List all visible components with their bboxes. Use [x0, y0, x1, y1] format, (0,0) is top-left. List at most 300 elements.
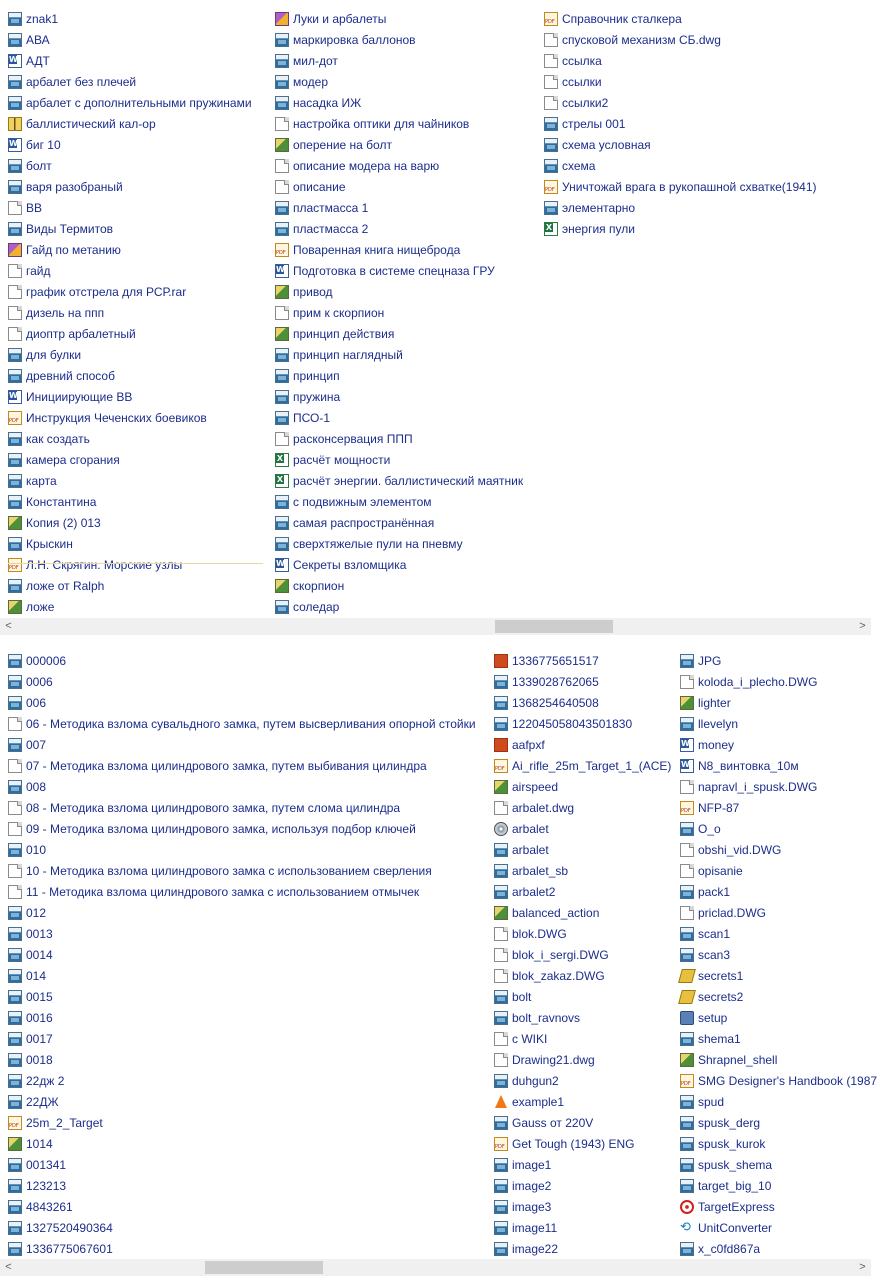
file-name: привод [293, 285, 333, 299]
rar-archive-icon [275, 12, 289, 26]
file-name: принцип [293, 369, 340, 383]
file-item[interactable] [8, 1239, 476, 1260]
file-item[interactable] [8, 513, 252, 534]
file-name: 0006 [26, 675, 53, 689]
file-item[interactable] [8, 366, 252, 387]
file-name: arbalet [512, 822, 549, 836]
file-item[interactable] [275, 135, 523, 156]
file-item[interactable] [680, 882, 877, 903]
file-item[interactable] [8, 1155, 476, 1176]
file-name: 11 - Методика взлома цилиндрового замка с использованием отмычек [26, 885, 420, 899]
file-item[interactable] [544, 51, 816, 72]
file-item[interactable] [8, 693, 476, 714]
file-item[interactable] [8, 819, 476, 840]
scrollbar-thumb[interactable] [205, 1261, 323, 1274]
file-item[interactable] [8, 51, 252, 72]
file-item[interactable] [8, 903, 476, 924]
file-item[interactable] [8, 408, 252, 429]
file-item[interactable] [494, 1197, 671, 1218]
file-name: карта [26, 474, 57, 488]
file-item[interactable] [544, 135, 816, 156]
blank-file-icon [544, 75, 558, 89]
image-icon [8, 180, 22, 194]
image-icon [680, 1179, 694, 1193]
picture-icon [275, 327, 289, 341]
horizontal-scrollbar-top[interactable] [0, 618, 871, 635]
file-item[interactable] [8, 1071, 476, 1092]
file-item[interactable] [8, 840, 476, 861]
file-item[interactable] [275, 597, 523, 618]
scroll-right-arrow[interactable]: > [859, 620, 866, 632]
file-item[interactable] [275, 72, 523, 93]
blank-file-icon [8, 885, 22, 899]
file-item[interactable] [8, 735, 476, 756]
image-icon [8, 12, 22, 26]
file-item[interactable] [8, 924, 476, 945]
file-item[interactable] [8, 261, 252, 282]
file-item[interactable] [494, 966, 671, 987]
file-item[interactable] [680, 945, 877, 966]
file-item[interactable] [8, 198, 252, 219]
file-name: график отстрела для РСР.rar [26, 285, 187, 299]
file-item[interactable] [544, 114, 816, 135]
file-item[interactable] [680, 777, 877, 798]
file-item[interactable] [494, 672, 671, 693]
file-item[interactable] [680, 924, 877, 945]
picture-icon [275, 579, 289, 593]
file-item[interactable] [494, 777, 671, 798]
image-icon [680, 1242, 694, 1256]
file-name: сверхтяжелые пули на пневму [293, 537, 463, 551]
blank-file-icon [8, 306, 22, 320]
image-icon [680, 948, 694, 962]
image-icon [494, 696, 508, 710]
file-name: 006 [26, 696, 47, 710]
file-name: схема условная [562, 138, 651, 152]
file-item[interactable] [8, 987, 476, 1008]
file-name: 1368254640508 [512, 696, 599, 710]
file-item[interactable] [8, 861, 476, 882]
file-item[interactable] [680, 1197, 877, 1218]
file-name: 008 [26, 780, 47, 794]
image-icon [8, 1095, 22, 1109]
file-item[interactable] [8, 324, 252, 345]
file-name: 25m_2_Target [26, 1116, 103, 1130]
file-item[interactable] [8, 1113, 476, 1134]
file-item[interactable] [8, 492, 252, 513]
image-icon [680, 654, 694, 668]
file-name: blok.DWG [512, 927, 567, 941]
word-doc-icon [680, 759, 694, 773]
file-item[interactable] [275, 429, 523, 450]
image-icon [494, 1074, 508, 1088]
file-item[interactable] [494, 861, 671, 882]
file-item[interactable] [494, 714, 671, 735]
file-item[interactable] [494, 903, 671, 924]
file-item[interactable] [275, 114, 523, 135]
image-icon [275, 201, 289, 215]
scroll-left-arrow[interactable]: < [5, 620, 12, 632]
file-item[interactable] [8, 882, 476, 903]
file-item[interactable] [494, 1050, 671, 1071]
file-item[interactable] [8, 966, 476, 987]
file-name: balanced_action [512, 906, 600, 920]
blank-file-icon [275, 159, 289, 173]
scroll-left-arrow[interactable]: < [5, 1261, 12, 1273]
file-name: соледар [293, 600, 340, 614]
file-item[interactable] [680, 1113, 877, 1134]
file-item[interactable] [8, 714, 476, 735]
image-icon [8, 222, 22, 236]
file-item[interactable] [494, 735, 671, 756]
file-name: money [698, 738, 735, 752]
file-item[interactable] [494, 1071, 671, 1092]
file-item[interactable] [8, 177, 252, 198]
file-item[interactable] [275, 303, 523, 324]
file-name: bolt_ravnovs [512, 1011, 581, 1025]
file-item[interactable] [544, 219, 816, 240]
file-item[interactable] [494, 819, 671, 840]
file-name: image1 [512, 1158, 552, 1172]
file-name: 0017 [26, 1032, 53, 1046]
file-item[interactable] [494, 1008, 671, 1029]
file-name: 07 - Методика взлома цилиндрового замка, путем выбивания цилиндра [26, 759, 427, 773]
file-item[interactable] [8, 1134, 476, 1155]
file-name: Drawing21.dwg [512, 1053, 595, 1067]
file-item[interactable] [275, 240, 523, 261]
blank-file-icon [275, 180, 289, 194]
file-item[interactable] [494, 651, 671, 672]
file-name: spusk_shema [698, 1158, 773, 1172]
blank-file-icon [275, 117, 289, 131]
file-item[interactable] [8, 672, 476, 693]
file-column-2 [275, 9, 523, 618]
file-item[interactable] [494, 1155, 671, 1176]
image-icon [494, 1200, 508, 1214]
file-item[interactable] [680, 1008, 877, 1029]
file-item[interactable] [680, 1155, 877, 1176]
file-name: 09 - Методика взлома цилиндрового замка, используя подбор ключей [26, 822, 416, 836]
blank-file-icon [680, 675, 694, 689]
image-icon [680, 927, 694, 941]
file-name: стрелы 001 [562, 117, 626, 131]
file-item[interactable] [8, 1092, 476, 1113]
file-item[interactable] [275, 450, 523, 471]
file-list-pane-bottom [0, 645, 891, 1282]
file-item[interactable] [275, 324, 523, 345]
file-item[interactable] [544, 9, 816, 30]
file-item[interactable] [8, 1176, 476, 1197]
setup-icon [680, 1011, 694, 1025]
file-item[interactable] [8, 945, 476, 966]
file-item[interactable] [680, 840, 877, 861]
file-name: самая распространённая [293, 516, 435, 530]
file-item[interactable] [544, 72, 816, 93]
file-item[interactable] [275, 156, 523, 177]
image-icon [8, 33, 22, 47]
file-item[interactable] [8, 156, 252, 177]
file-item[interactable] [275, 366, 523, 387]
file-item[interactable] [8, 534, 252, 555]
file-item[interactable] [8, 429, 252, 450]
file-item[interactable] [8, 1218, 476, 1239]
file-name: napravl_i_spusk.DWG [698, 780, 818, 794]
file-name: secrets1 [698, 969, 744, 983]
file-item[interactable] [680, 966, 877, 987]
picture-icon [8, 600, 22, 614]
excel-icon [275, 453, 289, 467]
file-item[interactable] [275, 282, 523, 303]
file-item[interactable] [494, 945, 671, 966]
file-item[interactable] [8, 555, 252, 576]
image-icon [8, 495, 22, 509]
file-name: koloda_i_plecho.DWG [698, 675, 818, 689]
file-name: arbalet2 [512, 885, 556, 899]
file-item[interactable] [494, 1239, 671, 1260]
file-name: 1336775651517 [512, 654, 599, 668]
blank-file-icon [680, 906, 694, 920]
file-item[interactable] [275, 93, 523, 114]
image-icon [544, 138, 558, 152]
file-item[interactable] [275, 51, 523, 72]
file-item[interactable] [8, 9, 252, 30]
file-item[interactable] [8, 135, 252, 156]
file-name: спусковой механизм СБ.dwg [562, 33, 721, 47]
file-item[interactable] [680, 714, 877, 735]
file-item[interactable] [680, 798, 877, 819]
file-item[interactable] [8, 756, 476, 777]
file-name: скорпион [293, 579, 345, 593]
image-icon [494, 885, 508, 899]
file-name: расчёт энергии. баллистический маятник [293, 474, 524, 488]
file-item[interactable] [8, 240, 252, 261]
file-item[interactable] [494, 882, 671, 903]
scrollbar-thumb[interactable] [495, 620, 613, 633]
file-item[interactable] [680, 1176, 877, 1197]
file-name: Гайд по метанию [26, 243, 121, 257]
file-item[interactable] [8, 597, 252, 618]
file-item[interactable] [680, 1071, 877, 1092]
file-item[interactable] [680, 735, 877, 756]
blank-file-icon [680, 780, 694, 794]
pdf-icon [544, 180, 558, 194]
file-name: модер [293, 75, 329, 89]
blank-file-icon [494, 948, 508, 962]
file-item[interactable] [275, 9, 523, 30]
file-item[interactable] [680, 1092, 877, 1113]
file-item[interactable] [680, 1050, 877, 1071]
file-item[interactable] [8, 387, 252, 408]
image-icon [680, 1032, 694, 1046]
file-item[interactable] [544, 156, 816, 177]
file-item[interactable] [275, 198, 523, 219]
file-name: target_big_10 [698, 1179, 772, 1193]
file-item[interactable] [680, 1239, 877, 1260]
file-item[interactable] [494, 798, 671, 819]
file-item[interactable] [494, 693, 671, 714]
file-name: Луки и арбалеты [293, 12, 387, 26]
file-name: 122045058043501830 [512, 717, 633, 731]
file-item[interactable] [8, 576, 252, 597]
file-item[interactable] [8, 798, 476, 819]
file-item[interactable] [494, 1134, 671, 1155]
file-item[interactable] [275, 576, 523, 597]
image-icon [8, 969, 22, 983]
file-item[interactable] [275, 408, 523, 429]
file-name: spusk_kurok [698, 1137, 766, 1151]
file-item[interactable] [680, 672, 877, 693]
file-item[interactable] [275, 387, 523, 408]
file-item[interactable] [8, 1029, 476, 1050]
file-item[interactable] [8, 651, 476, 672]
blank-file-icon [494, 969, 508, 983]
file-item[interactable] [275, 513, 523, 534]
file-item[interactable] [494, 1113, 671, 1134]
image-icon [8, 696, 22, 710]
file-item[interactable] [8, 345, 252, 366]
file-name: bolt [512, 990, 532, 1004]
file-item[interactable] [8, 1050, 476, 1071]
file-name: прим к скорпион [293, 306, 385, 320]
file-item[interactable] [8, 450, 252, 471]
file-item[interactable] [680, 861, 877, 882]
image-icon [680, 717, 694, 731]
file-item[interactable] [275, 492, 523, 513]
file-item[interactable] [8, 1197, 476, 1218]
image-icon [8, 780, 22, 794]
file-name: энергия пули [562, 222, 635, 236]
file-name: Get Tough (1943) ENG [512, 1137, 635, 1151]
file-item[interactable] [494, 756, 671, 777]
file-item[interactable] [8, 1008, 476, 1029]
file-name: blok_zakaz.DWG [512, 969, 605, 983]
image-icon [275, 600, 289, 614]
file-item[interactable] [680, 819, 877, 840]
image-icon [544, 117, 558, 131]
word-doc-icon [275, 264, 289, 278]
file-name: znak1 [26, 12, 59, 26]
picture-icon [275, 138, 289, 152]
file-item[interactable] [275, 30, 523, 51]
file-name: image11 [512, 1221, 558, 1235]
pdf-icon [8, 558, 22, 572]
file-item[interactable] [494, 924, 671, 945]
file-item[interactable] [275, 219, 523, 240]
file-name: пластмасса 1 [293, 201, 369, 215]
file-item[interactable] [494, 840, 671, 861]
image-icon [8, 1179, 22, 1193]
key-icon [678, 990, 696, 1004]
file-item[interactable] [680, 987, 877, 1008]
file-item[interactable] [494, 1176, 671, 1197]
file-item[interactable] [8, 93, 252, 114]
file-name: 10 - Методика взлома цилиндрового замка с использованием сверления [26, 864, 432, 878]
image-icon [494, 1179, 508, 1193]
file-item[interactable] [680, 693, 877, 714]
file-item[interactable] [680, 756, 877, 777]
powerpoint-icon [494, 654, 508, 668]
file-item[interactable] [275, 534, 523, 555]
file-item[interactable] [8, 219, 252, 240]
file-item[interactable] [275, 345, 523, 366]
file-item[interactable] [8, 114, 252, 135]
file-name: 4843261 [26, 1200, 73, 1214]
scroll-right-arrow[interactable]: > [859, 1261, 866, 1273]
file-name: duhgun2 [512, 1074, 559, 1088]
file-item[interactable] [275, 261, 523, 282]
file-item[interactable] [275, 471, 523, 492]
file-name: 06 - Методика взлома сувальдного замка, путем высверливания опорной стойки [26, 717, 476, 731]
file-item[interactable] [8, 303, 252, 324]
file-item[interactable] [680, 1029, 877, 1050]
file-item[interactable] [8, 777, 476, 798]
file-name: баллистический кал-ор [26, 117, 156, 131]
file-item[interactable] [494, 987, 671, 1008]
file-item[interactable] [544, 30, 816, 51]
file-item[interactable] [680, 1218, 877, 1239]
file-name: 007 [26, 738, 47, 752]
horizontal-scrollbar-bottom[interactable] [0, 1259, 871, 1276]
file-name: 0013 [26, 927, 53, 941]
file-item[interactable] [494, 1218, 671, 1239]
file-item[interactable] [8, 72, 252, 93]
file-item[interactable] [544, 198, 816, 219]
file-name: с подвижным элементом [293, 495, 432, 509]
image-icon [544, 201, 558, 215]
file-item[interactable] [8, 30, 252, 51]
file-item[interactable] [680, 903, 877, 924]
image-icon [8, 1074, 22, 1088]
file-item[interactable] [8, 282, 252, 303]
file-name: 1336775067601 [26, 1242, 113, 1256]
file-column-1 [8, 9, 252, 618]
blank-file-icon [544, 96, 558, 110]
file-item[interactable] [544, 177, 816, 198]
file-item[interactable] [275, 177, 523, 198]
image-icon [680, 822, 694, 836]
file-name: 012 [26, 906, 47, 920]
file-name: UnitConverter [698, 1221, 773, 1235]
file-name: shema1 [698, 1032, 741, 1046]
image-icon [8, 579, 22, 593]
image-icon [8, 96, 22, 110]
file-item[interactable] [275, 555, 523, 576]
picture-icon [680, 1053, 694, 1067]
file-name: 001341 [26, 1158, 67, 1172]
image-icon [8, 1011, 22, 1025]
file-item[interactable] [680, 651, 877, 672]
file-item[interactable] [544, 93, 816, 114]
blank-file-icon [494, 1032, 508, 1046]
file-name: для булки [26, 348, 82, 362]
file-item[interactable] [680, 1134, 877, 1155]
file-name: opisanie [698, 864, 743, 878]
file-name: Виды Термитов [26, 222, 114, 236]
image-icon [8, 1032, 22, 1046]
file-name: setup [698, 1011, 728, 1025]
file-item[interactable] [494, 1029, 671, 1050]
file-name: 0016 [26, 1011, 53, 1025]
converter-icon [680, 1221, 694, 1235]
image-icon [275, 348, 289, 362]
image-icon [680, 885, 694, 899]
file-item[interactable] [8, 471, 252, 492]
file-list-pane-top [0, 0, 891, 640]
file-item[interactable] [494, 1092, 671, 1113]
image-icon [8, 537, 22, 551]
file-name: 010 [26, 843, 47, 857]
file-name: ссылка [562, 54, 602, 68]
